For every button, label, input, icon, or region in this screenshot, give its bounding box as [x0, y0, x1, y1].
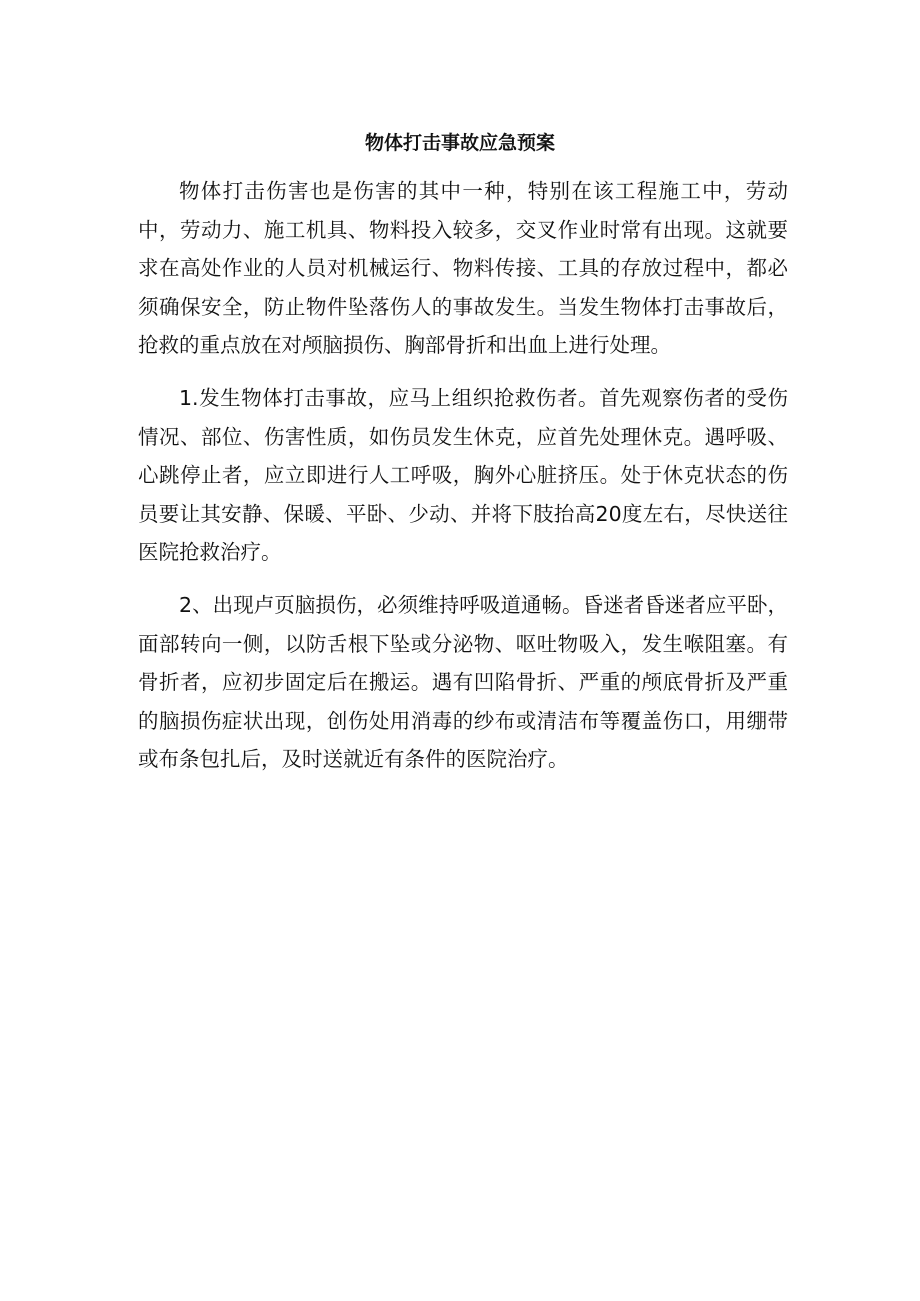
paragraph-step-2: 2、出现卢页脑损伤，必须维持呼吸道通畅。昏迷者昏迷者应平卧，面部转向一侧，以防舌根下坠或分泌物、呕吐物吸入，发生喉阻塞。有骨折者，应初步固定后在搬运。遇有凹陷骨折、严重的颅底骨折及严重的脑损伤症状出现，创伤处用消毒的纱布或清洁布等覆盖伤口，用绷带或布条包扎后，及时送就近有条件的医院治疗。 [138, 592, 788, 772]
document-body [138, 172, 788, 779]
paragraph-step-1: 1.发生物体打击事故，应马上组织抢救伤者。首先观察伤者的受伤情况、部位、伤害性质，如伤员发生休克，应首先处理休克。遇呼吸、心跳停止者，应立即进行人工呼吸，胸外心脏挤压。处于休克状态的伤员要让其安静、保暖、平卧、少动、并将下肢抬高20度左右，尽快送往医院抢救治疗。 [138, 385, 788, 565]
paragraph-intro: 物体打击伤害也是伤害的其中一种，特别在该工程施工中，劳动中，劳动力、施工机具、物料投入较多，交叉作业时常有出现。这就要求在高处作业的人员对机械运行、物料传接、工具的存放过程中，都必须确保安全，防止物件坠落伤人的事故发生。当发生物体打击事故后，抢救的重点放在对颅脑损伤、胸部骨折和出血上进行处理。 [138, 179, 788, 358]
document-title: 物体打击事故应急预案 [364, 132, 555, 154]
